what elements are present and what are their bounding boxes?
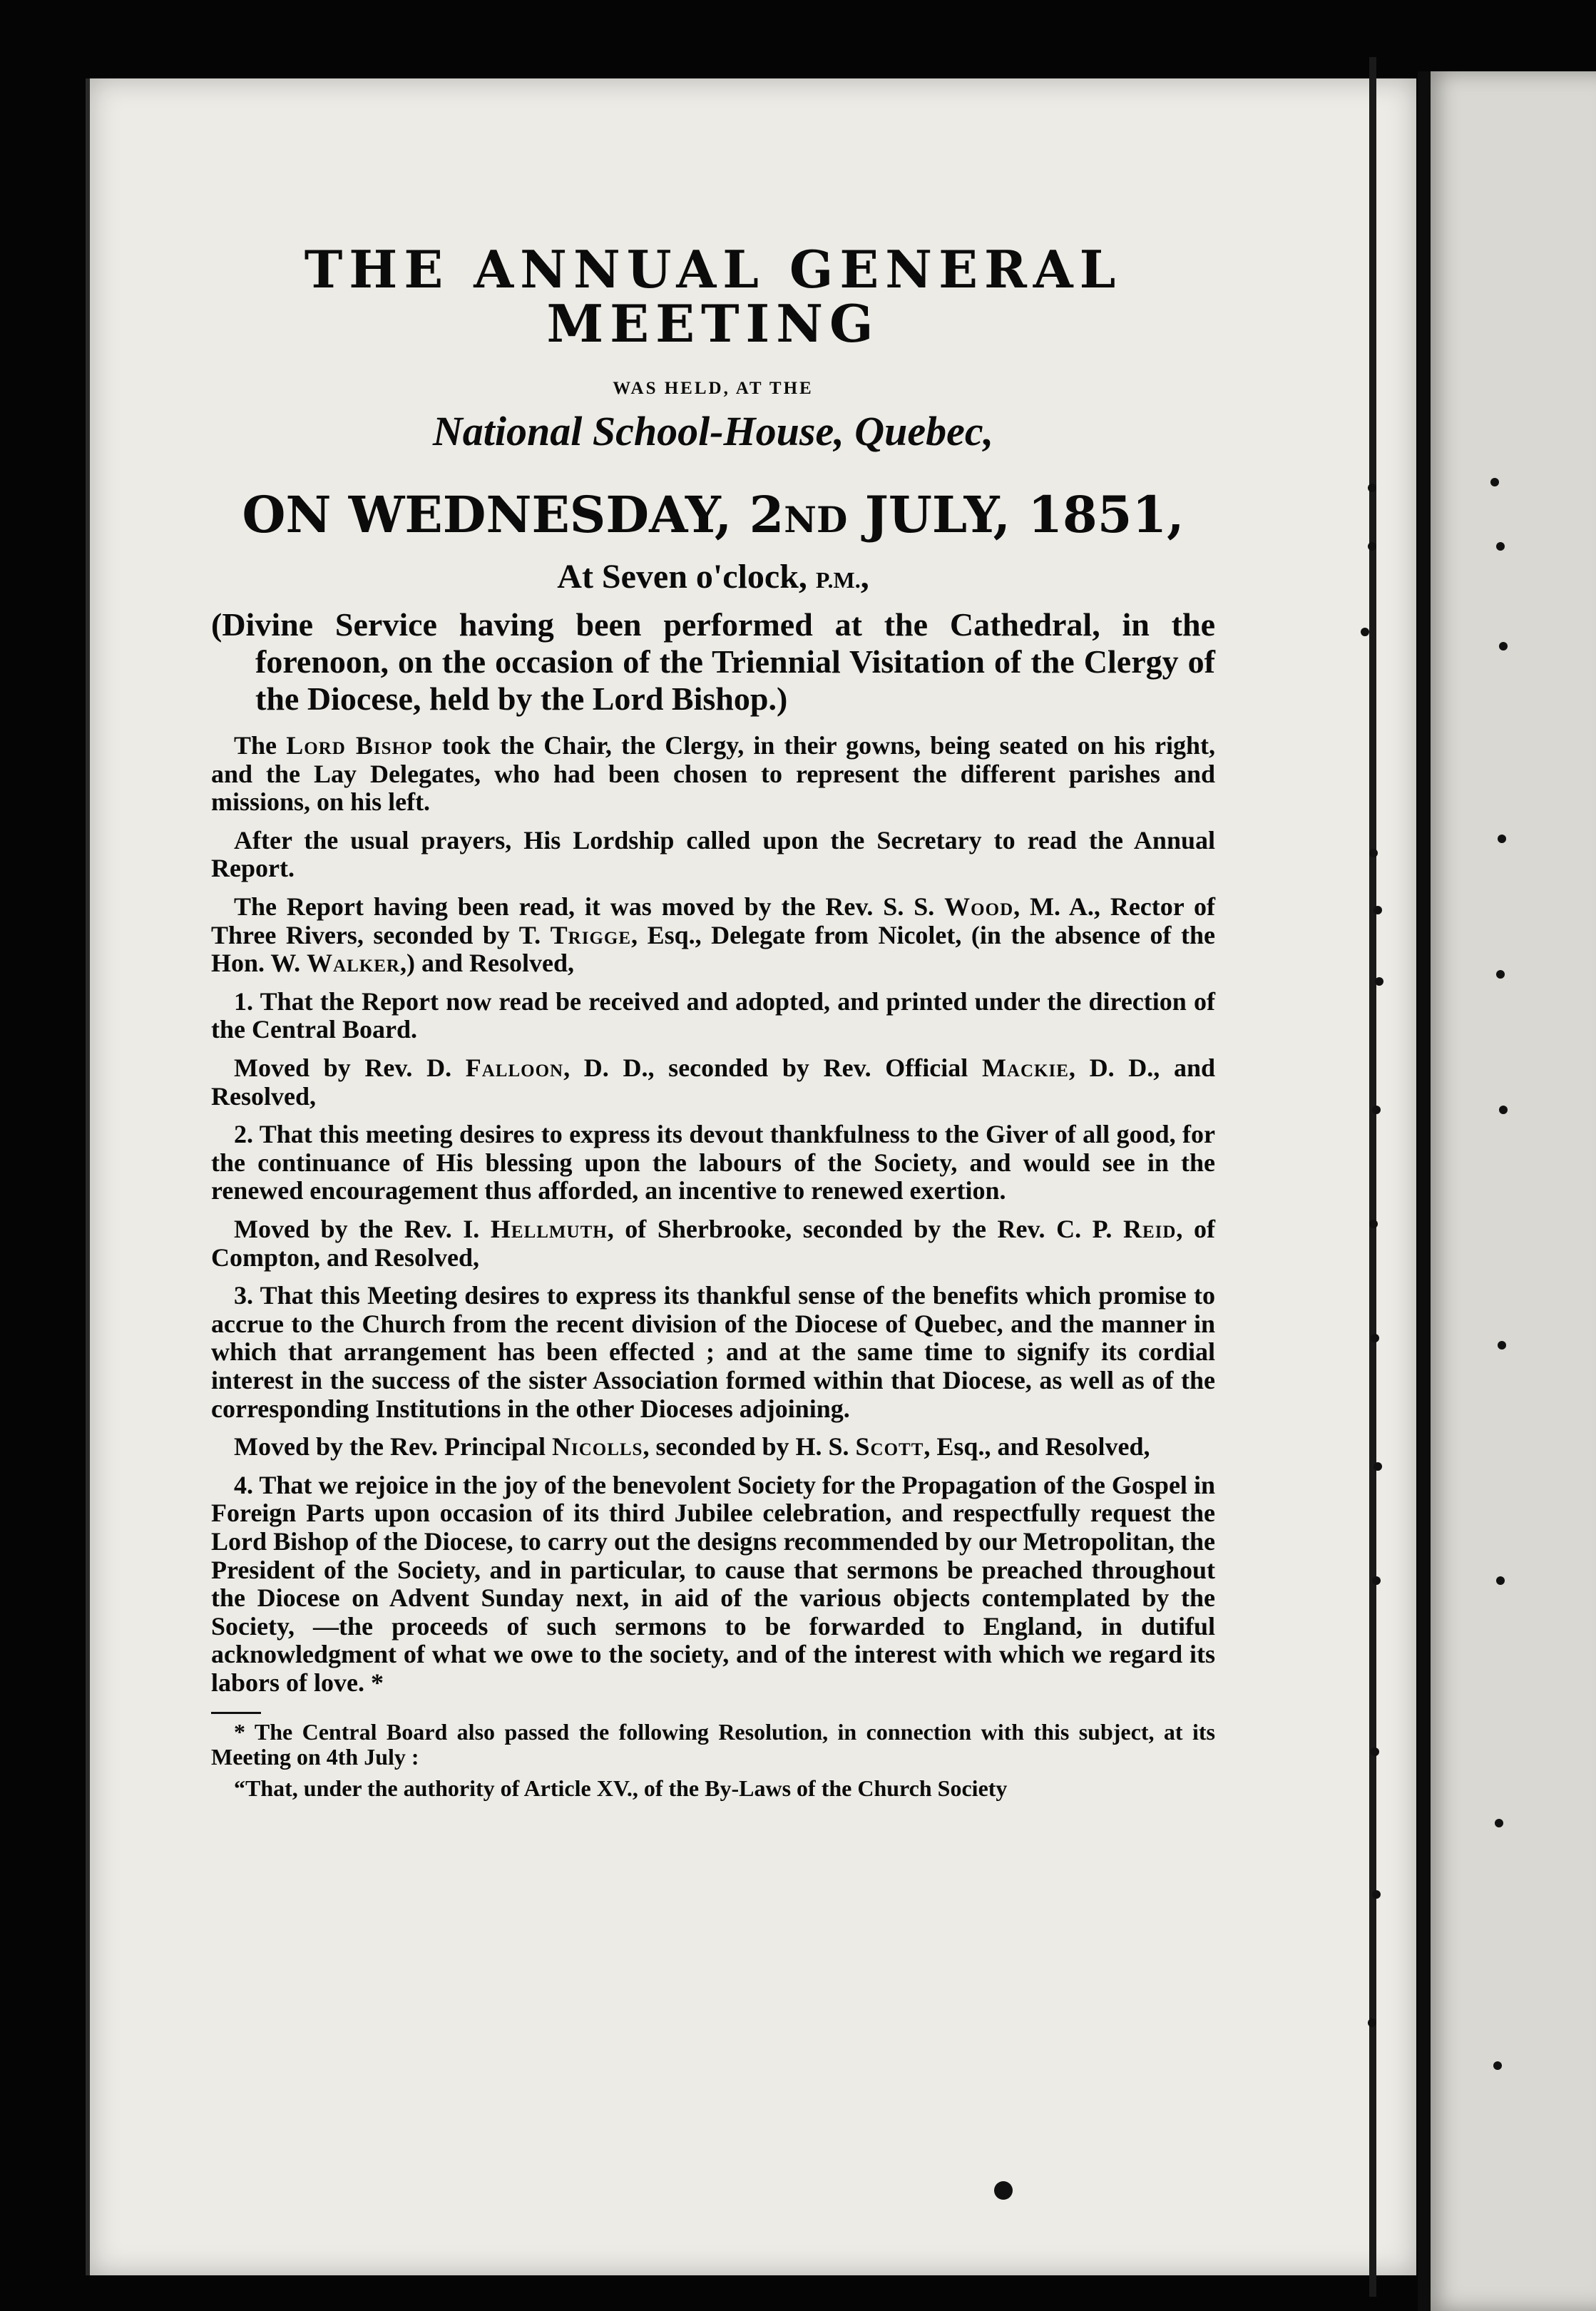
margin-mark [1371, 1334, 1379, 1342]
margin-mark [1499, 1106, 1508, 1114]
margin-mark [1368, 2019, 1376, 2027]
margin-mark [1495, 1819, 1503, 1827]
resolution-4: 4. That we rejoice in the joy of the benevolent Society for the Propagation of the Gospel in Foreign Parts upon occasion of its third Jubilee celebration, and respectfully request the Lord Bishop of the Diocese, to carry out the designs recommended by our Metropolitan, the President of the Society, and in particular, to cause that sermons be preached throughout the Diocese on Advent Sunday next, in aid of the various objects contemplated by the Society, —the proceeds of such sermons to be forwarded to England, in dutiful acknowledgment of what we owe to the society, and of the interest with which we regard its labors of love. * [211, 1470, 1215, 1697]
margin-mark [1375, 977, 1383, 986]
margin-mark [1368, 484, 1376, 492]
motion-3: Moved by the Rev. I. Hellmuth, of Sherbrooke, seconded by the Rev. C. P. Reid, of Compton, and Resolved, [211, 1215, 1215, 1272]
margin-mark [1369, 1220, 1378, 1228]
margin-mark [1374, 1462, 1382, 1471]
margin-mark [1499, 642, 1508, 651]
page-content [211, 239, 1216, 1802]
facing-page-edge [1418, 71, 1596, 2311]
footnote-quote: “That, under the authority of Article XV., of the By-Laws of the Church Society [234, 1775, 1008, 1802]
meeting-venue: National School-House, Quebec, [432, 408, 994, 455]
margin-mark [1496, 970, 1505, 979]
page-gutter [1369, 57, 1376, 2297]
resolution-2: 2. That this meeting desires to express its devout thankfulness to the Giver of all good, for the continuance of His blessing upon the labours of the Society, and would see in the renewed encouragement thus afforded, an incentive to renewed exertion. [211, 1120, 1215, 1205]
footnote-text: * The Central Board also passed the following Resolution, in connection with this subject, at its Meeting on 4th July : [211, 1718, 1215, 1770]
motion-4: Moved by the Rev. Principal Nicolls, seconded by H. S. Scott, Esq., and Resolved, [234, 1432, 1150, 1461]
margin-mark [1490, 478, 1499, 486]
footnote-rule [211, 1712, 261, 1714]
page-blot [994, 2181, 1013, 2200]
margin-mark [1371, 1748, 1379, 1756]
margin-mark [1372, 1106, 1381, 1114]
motion-2: Moved by Rev. D. Falloon, D. D., seconded by Rev. Official Mackie, D. D., and Resolved, [211, 1054, 1215, 1111]
margin-mark [1496, 1576, 1505, 1585]
divine-service-note: (Divine Service having been performed at the Cathedral, in the forenoon, on the occasion of the Triennial Visitation of the Clergy of the Diocese, held by the Lord Bishop.) [211, 606, 1215, 718]
margin-mark [1498, 835, 1506, 843]
margin-mark [1372, 1890, 1381, 1899]
meeting-subtitle: WAS HELD, AT THE [613, 379, 814, 399]
margin-mark [1368, 542, 1376, 551]
margin-mark [1372, 1576, 1381, 1585]
meeting-title: THE ANNUAL GENERAL MEETING [304, 239, 1122, 354]
margin-mark [1361, 628, 1369, 636]
resolution-1: 1. That the Report now read be received and adopted, and printed under the direction of the Central Board. [211, 986, 1215, 1044]
paragraph-prayers: After the usual prayers, His Lordship called upon the Secretary to read the Annual Report. [211, 825, 1215, 883]
paragraph-chair: The Lord Bishop took the Chair, the Clergy, in their gowns, being seated on his right, and the Lay Delegates, who had been chosen to represent the different parishes and missions, on his left. [211, 731, 1215, 817]
margin-mark [1374, 906, 1382, 914]
margin-mark [1493, 2061, 1502, 2070]
paragraph-report-motion: The Report having been read, it was moved by the Rev. S. S. Wood, M. A., Rector of Three Rivers, seconded by T. Trigge, Esq., Delegate from Nicolet, (in the absence of the Hon. W. Walker,) and Resolved, [211, 892, 1216, 978]
margin-mark [1369, 849, 1378, 857]
meeting-time: At Seven o'clock, P.M., [557, 558, 869, 596]
meeting-date: ON WEDNESDAY, 2ND JULY, 1851, [242, 485, 1185, 545]
margin-mark [1496, 542, 1505, 551]
resolution-3: 3. That this Meeting desires to express its thankful sense of the benefits which promise to accrue to the Church from the recent division of the Diocese of Quebec, and the manner in which that arrangement has been effected ; and at the same time to signify its cordial interest in the success of the sister Association formed within that Diocese, as well as of the corresponding Institutions in the other Dioceses adjoining. [211, 1281, 1215, 1423]
margin-mark [1498, 1341, 1506, 1350]
